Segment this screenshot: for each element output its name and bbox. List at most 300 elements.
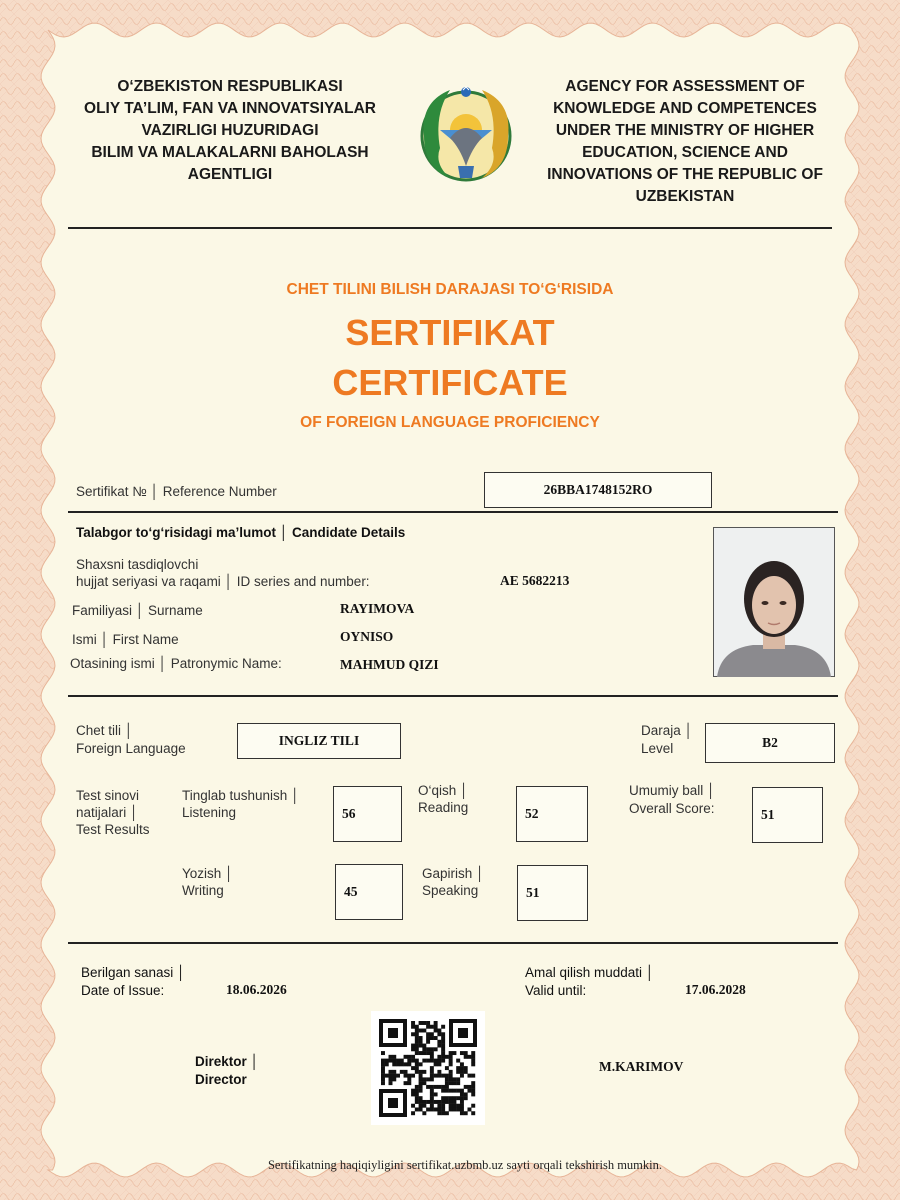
qr-module — [434, 1025, 438, 1029]
qr-module — [411, 1104, 415, 1108]
valid-until-value: 17.06.2028 — [685, 982, 746, 997]
qr-module — [441, 1025, 445, 1029]
qr-module — [437, 1062, 441, 1066]
qr-module — [441, 1036, 445, 1040]
qr-module — [411, 1066, 415, 1070]
qr-module — [411, 1032, 415, 1036]
qr-module — [441, 1032, 445, 1036]
agency-line: AGENCY FOR ASSESSMENT OF — [565, 78, 805, 95]
qr-module — [430, 1059, 434, 1063]
title-main-uz: SERTIFIKAT — [345, 312, 555, 353]
qr-module — [434, 1047, 438, 1051]
qr-module — [426, 1021, 430, 1025]
qr-module — [430, 1066, 434, 1070]
qr-module — [415, 1085, 419, 1089]
qr-module — [381, 1051, 385, 1055]
qr-module — [404, 1070, 408, 1074]
agency-name-uz — [50, 76, 410, 186]
qr-module — [437, 1111, 441, 1115]
qr-module — [381, 1059, 385, 1063]
qr-module — [415, 1044, 419, 1048]
qr-module — [415, 1047, 419, 1051]
qr-module — [456, 1059, 460, 1063]
qr-module — [460, 1070, 464, 1074]
qr-module — [419, 1074, 423, 1078]
qr-module — [426, 1059, 430, 1063]
qr-module — [411, 1025, 415, 1029]
qr-module — [464, 1066, 468, 1070]
qr-module — [430, 1096, 434, 1100]
qr-module — [449, 1081, 453, 1085]
qr-module — [389, 1081, 393, 1085]
qr-module — [430, 1032, 434, 1036]
qr-module — [437, 1085, 441, 1089]
qr-module — [452, 1081, 456, 1085]
qr-module — [471, 1059, 475, 1063]
qr-module — [419, 1104, 423, 1108]
qr-module — [404, 1055, 408, 1059]
title-subtitle-top: CHET TILINI BILISH DARAJASI TO‘G‘RISIDA — [286, 281, 614, 298]
qr-module — [422, 1111, 426, 1115]
qr-module — [441, 1059, 445, 1063]
qr-module — [449, 1074, 453, 1078]
qr-module — [415, 1107, 419, 1111]
qr-module — [430, 1025, 434, 1029]
qr-module — [415, 1089, 419, 1093]
qr-module — [441, 1047, 445, 1051]
qr-module — [422, 1044, 426, 1048]
qr-module — [392, 1070, 396, 1074]
qr-module — [407, 1062, 411, 1066]
qr-module — [419, 1107, 423, 1111]
qr-module — [419, 1044, 423, 1048]
state-emblem-icon — [410, 78, 522, 190]
qr-module — [449, 1096, 453, 1100]
qr-module — [389, 1077, 393, 1081]
title-subtitle-bottom: OF FOREIGN LANGUAGE PROFICIENCY — [300, 414, 600, 431]
qr-module — [426, 1036, 430, 1040]
qr-module — [411, 1047, 415, 1051]
qr-module — [456, 1089, 460, 1093]
qr-module — [456, 1066, 460, 1070]
qr-module — [426, 1025, 430, 1029]
qr-module — [467, 1089, 471, 1093]
qr-module — [434, 1074, 438, 1078]
qr-module — [434, 1100, 438, 1104]
qr-module — [419, 1036, 423, 1040]
qr-module — [419, 1070, 423, 1074]
reference-label: Sertifikat № │ Reference Number — [76, 484, 277, 499]
qr-module — [430, 1104, 434, 1108]
qr-module — [396, 1059, 400, 1063]
qr-module — [389, 1074, 393, 1078]
candidate-photo — [713, 527, 835, 677]
agency-line: UZBEKISTAN — [635, 188, 735, 205]
qr-module — [437, 1104, 441, 1108]
qr-module — [449, 1062, 453, 1066]
qr-module — [415, 1032, 419, 1036]
qr-module — [456, 1107, 460, 1111]
level-label-line2: Level — [641, 741, 674, 756]
qr-module — [396, 1074, 400, 1078]
qr-module — [415, 1092, 419, 1096]
director-label-line1: Direktor │ — [195, 1054, 259, 1069]
qr-module — [415, 1066, 419, 1070]
director-label-line2: Director — [195, 1072, 247, 1087]
title-main-en: CERTIFICATE — [332, 362, 568, 403]
qr-module — [411, 1059, 415, 1063]
qr-module — [415, 1029, 419, 1033]
qr-module — [426, 1100, 430, 1104]
qr-module — [471, 1051, 475, 1055]
speaking-label-line1: Gapirish │ — [422, 866, 485, 881]
qr-module — [415, 1070, 419, 1074]
issue-date-label-line1: Berilgan sanasi │ — [81, 965, 186, 980]
qr-module — [407, 1081, 411, 1085]
qr-module — [449, 1089, 453, 1093]
issue-date-label-line2: Date of Issue: — [81, 983, 165, 998]
qr-module — [385, 1059, 389, 1063]
qr-module — [452, 1089, 456, 1093]
qr-module — [441, 1104, 445, 1108]
agency-line: OLIY TA’LIM, FAN VA INNOVATSIYALAR — [84, 100, 376, 117]
qr-module — [471, 1062, 475, 1066]
qr-module — [460, 1092, 464, 1096]
qr-module — [419, 1100, 423, 1104]
qr-module — [419, 1021, 423, 1025]
speaking-label-line2: Speaking — [422, 883, 479, 898]
qr-module — [381, 1066, 385, 1070]
qr-module — [441, 1111, 445, 1115]
qr-module — [434, 1021, 438, 1025]
qr-module — [434, 1059, 438, 1063]
qr-module — [400, 1059, 404, 1063]
agency-line: AGENTLIGI — [187, 166, 273, 183]
qr-module — [422, 1047, 426, 1051]
qr-module — [404, 1081, 408, 1085]
qr-module — [456, 1104, 460, 1108]
qr-module — [430, 1077, 434, 1081]
valid-until-label-line2: Valid until: — [525, 983, 587, 998]
qr-module — [426, 1077, 430, 1081]
qr-module — [464, 1055, 468, 1059]
qr-module — [411, 1055, 415, 1059]
qr-module — [415, 1062, 419, 1066]
qr-module — [434, 1107, 438, 1111]
qr-module — [392, 1074, 396, 1078]
qr-module — [471, 1104, 475, 1108]
qr-module — [419, 1029, 423, 1033]
qr-module — [407, 1077, 411, 1081]
qr-module — [430, 1085, 434, 1089]
qr-module — [415, 1051, 419, 1055]
qr-module — [460, 1051, 464, 1055]
qr-module — [422, 1070, 426, 1074]
overall-score: 51 — [752, 787, 823, 843]
qr-module — [422, 1100, 426, 1104]
qr-module — [381, 1077, 385, 1081]
qr-module — [404, 1074, 408, 1078]
results-label-line2: natijalari │ — [76, 805, 139, 820]
qr-module — [471, 1111, 475, 1115]
agency-line: BILIM VA MALAKALARNI BAHOLASH — [91, 144, 369, 161]
qr-module — [434, 1085, 438, 1089]
qr-module — [426, 1107, 430, 1111]
director-name: M.KARIMOV — [599, 1059, 684, 1074]
qr-module — [426, 1040, 430, 1044]
results-divider — [68, 942, 838, 944]
qr-module — [456, 1070, 460, 1074]
qr-module — [392, 1062, 396, 1066]
qr-module — [449, 1051, 453, 1055]
qr-module — [422, 1051, 426, 1055]
qr-module — [385, 1062, 389, 1066]
id-label-line1: Shaxsni tasdiqlovchi — [76, 557, 199, 572]
qr-module — [419, 1062, 423, 1066]
agency-line: O‘ZBEKISTON RESPUBLIKASI — [117, 78, 343, 95]
qr-module — [392, 1077, 396, 1081]
qr-module — [430, 1107, 434, 1111]
qr-module — [464, 1111, 468, 1115]
listening-score: 56 — [333, 786, 402, 842]
qr-module — [437, 1070, 441, 1074]
qr-module — [452, 1051, 456, 1055]
qr-module — [389, 1070, 393, 1074]
qr-module — [419, 1089, 423, 1093]
agency-line: VAZIRLIGI HUZURIDAGI — [141, 122, 319, 139]
qr-module — [411, 1089, 415, 1093]
qr-module — [381, 1081, 385, 1085]
qr-module — [460, 1104, 464, 1108]
agency-line: INNOVATIONS OF THE REPUBLIC OF — [547, 166, 823, 183]
qr-module — [381, 1062, 385, 1066]
qr-module — [445, 1085, 449, 1089]
qr-module — [464, 1070, 468, 1074]
qr-module — [400, 1070, 404, 1074]
language-label-line2: Foreign Language — [76, 741, 186, 756]
qr-module — [452, 1104, 456, 1108]
qr-module — [415, 1100, 419, 1104]
qr-module — [452, 1100, 456, 1104]
qr-module — [460, 1096, 464, 1100]
reference-divider — [68, 511, 838, 513]
results-label-line1: Test sinovi — [76, 788, 140, 803]
qr-module — [437, 1074, 441, 1078]
qr-module — [437, 1059, 441, 1063]
qr-module — [437, 1032, 441, 1036]
candidate-section-title: Talabgor to‘g‘risidagi ma’lumot │ Candidate Details — [76, 525, 406, 540]
qr-module — [422, 1059, 426, 1063]
first-name-value: OYNISO — [340, 629, 394, 644]
qr-module — [464, 1085, 468, 1089]
qr-module — [471, 1074, 475, 1078]
qr-module — [445, 1074, 449, 1078]
qr-module — [464, 1051, 468, 1055]
qr-module — [464, 1092, 468, 1096]
language-label-line1: Chet tili │ — [76, 723, 134, 738]
qr-module — [430, 1055, 434, 1059]
qr-module — [452, 1107, 456, 1111]
qr-module — [426, 1051, 430, 1055]
agency-line: EDUCATION, SCIENCE AND — [582, 144, 788, 161]
qr-module — [467, 1085, 471, 1089]
listening-label-line1: Tinglab tushunish │ — [182, 788, 300, 803]
qr-module — [437, 1044, 441, 1048]
valid-until-label-line1: Amal qilish muddati │ — [525, 965, 655, 980]
qr-module — [437, 1100, 441, 1104]
qr-module — [411, 1044, 415, 1048]
qr-module — [464, 1096, 468, 1100]
qr-module — [430, 1092, 434, 1096]
qr-module — [430, 1089, 434, 1093]
qr-module — [445, 1111, 449, 1115]
qr-module — [471, 1089, 475, 1093]
qr-module — [419, 1040, 423, 1044]
surname-value: RAYIMOVA — [340, 601, 415, 616]
agency-name-en — [522, 76, 848, 208]
qr-module — [404, 1062, 408, 1066]
qr-module — [460, 1074, 464, 1078]
agency-line: UNDER THE MINISTRY OF HIGHER — [555, 122, 815, 139]
qr-module — [441, 1100, 445, 1104]
qr-module — [449, 1077, 453, 1081]
qr-module — [441, 1096, 445, 1100]
qr-module — [430, 1100, 434, 1104]
qr-module — [430, 1074, 434, 1078]
qr-module — [441, 1044, 445, 1048]
qr-module — [460, 1066, 464, 1070]
qr-module — [389, 1059, 393, 1063]
qr-module — [430, 1051, 434, 1055]
patronymic-value: MAHMUD QIZI — [340, 657, 439, 672]
qr-module — [422, 1029, 426, 1033]
qr-module — [385, 1074, 389, 1078]
level-value: B2 — [705, 723, 835, 763]
issue-date-value: 18.06.2026 — [226, 982, 287, 997]
qr-module — [441, 1074, 445, 1078]
qr-module — [460, 1100, 464, 1104]
level-label-line1: Daraja │ — [641, 723, 693, 738]
qr-module — [437, 1055, 441, 1059]
first-name-label: Ismi │ First Name — [72, 632, 179, 647]
qr-code-icon[interactable] — [371, 1011, 485, 1125]
overall-label-line2: Overall Score: — [629, 801, 715, 816]
qr-module — [419, 1096, 423, 1100]
qr-module — [460, 1107, 464, 1111]
listening-label-line2: Listening — [182, 805, 237, 820]
qr-module — [441, 1107, 445, 1111]
qr-module — [437, 1029, 441, 1033]
reading-score: 52 — [516, 786, 588, 842]
qr-module — [434, 1036, 438, 1040]
qr-module — [415, 1059, 419, 1063]
qr-module — [441, 1089, 445, 1093]
candidate-divider — [68, 695, 838, 697]
qr-module — [434, 1029, 438, 1033]
speaking-score: 51 — [517, 865, 588, 921]
qr-module — [460, 1089, 464, 1093]
qr-module — [407, 1059, 411, 1063]
qr-module — [407, 1074, 411, 1078]
qr-module — [441, 1040, 445, 1044]
qr-module — [419, 1081, 423, 1085]
qr-module — [460, 1111, 464, 1115]
qr-module — [445, 1100, 449, 1104]
qr-module — [389, 1055, 393, 1059]
qr-module — [415, 1096, 419, 1100]
qr-module — [411, 1092, 415, 1096]
qr-module — [422, 1104, 426, 1108]
surname-label: Familiyasi │ Surname — [72, 603, 203, 618]
qr-module — [419, 1077, 423, 1081]
overall-label-line1: Umumiy ball │ — [629, 783, 716, 798]
id-label-line2: hujjat seriyasi va raqami │ ID series and number: — [76, 574, 370, 589]
qr-module — [381, 1074, 385, 1078]
qr-module — [437, 1107, 441, 1111]
qr-module — [392, 1059, 396, 1063]
qr-module — [445, 1077, 449, 1081]
qr-module — [434, 1092, 438, 1096]
qr-module — [426, 1085, 430, 1089]
qr-module — [445, 1066, 449, 1070]
qr-module — [430, 1047, 434, 1051]
qr-module — [460, 1062, 464, 1066]
qr-module — [415, 1040, 419, 1044]
results-label-line3: Test Results — [76, 822, 150, 837]
qr-module — [456, 1077, 460, 1081]
qr-module — [437, 1040, 441, 1044]
writing-label-line1: Yozish │ — [182, 866, 234, 881]
qr-module — [422, 1077, 426, 1081]
qr-module — [449, 1070, 453, 1074]
qr-module — [445, 1055, 449, 1059]
id-number-value: AE 5682213 — [500, 573, 570, 588]
qr-module — [449, 1055, 453, 1059]
qr-module — [396, 1062, 400, 1066]
qr-module — [434, 1062, 438, 1066]
qr-module — [471, 1085, 475, 1089]
language-value: INGLIZ TILI — [237, 723, 401, 759]
qr-module — [471, 1092, 475, 1096]
qr-module — [456, 1096, 460, 1100]
qr-module — [452, 1077, 456, 1081]
qr-module — [400, 1062, 404, 1066]
qr-module — [441, 1055, 445, 1059]
qr-module — [441, 1085, 445, 1089]
reading-label-line1: O‘qish │ — [418, 783, 469, 798]
qr-module — [415, 1025, 419, 1029]
qr-module — [381, 1070, 385, 1074]
qr-module — [430, 1070, 434, 1074]
patronymic-label: Otasining ismi │ Patronymic Name: — [70, 656, 282, 671]
qr-module — [392, 1055, 396, 1059]
qr-module — [449, 1107, 453, 1111]
qr-module — [419, 1051, 423, 1055]
qr-module — [419, 1085, 423, 1089]
qr-module — [411, 1111, 415, 1115]
qr-module — [445, 1096, 449, 1100]
qr-module — [449, 1059, 453, 1063]
qr-module — [452, 1096, 456, 1100]
qr-module — [426, 1047, 430, 1051]
qr-module — [422, 1021, 426, 1025]
qr-module — [411, 1021, 415, 1025]
qr-module — [426, 1032, 430, 1036]
writing-label-line2: Writing — [182, 883, 224, 898]
qr-module — [411, 1074, 415, 1078]
qr-module — [441, 1051, 445, 1055]
reading-label-line2: Reading — [418, 800, 469, 815]
